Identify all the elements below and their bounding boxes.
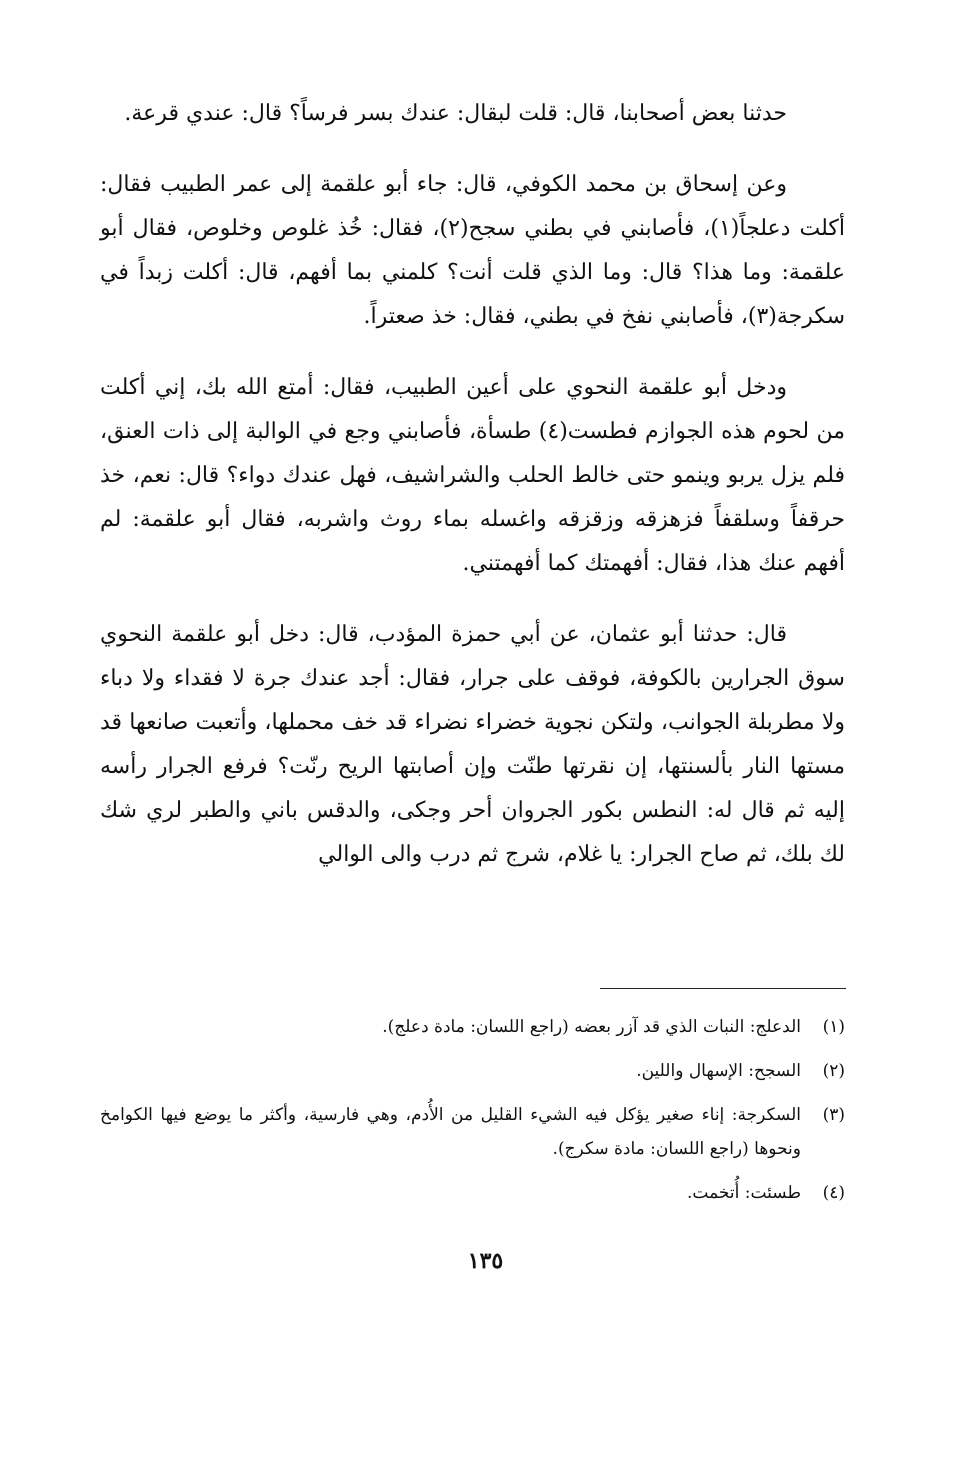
page-number: ١٣٥ — [467, 1248, 504, 1274]
footnote-text: الدعلج: النبات الذي قد آزر بعضه (راجع اللسان: مادة دعلج). — [382, 1017, 801, 1037]
footnote-number: (١) — [822, 1017, 845, 1037]
paragraph-4: قال: حدثنا أبو عثمان، عن أبي حمزة المؤدب، قال: دخل أبو علقمة النحوي سوق الجرارين بالكوفة، فوقف على جرار، فقال: أجد عندك جرة لا فقداء ولا دباء ولا مطربلة الجوانب، ولتكن نجوية خضراء نضراء قد خف محملها، وأتعبت صانعها قد مستها النار بألسنتها، إن نقرتها طنّت وإن أصابتها الريح رنّت؟ فرفع الجرار رأسه إليه ثم قال له: النطس بكور الجروان أحر وجكى، والدقس باني والطبر لري شك لك بلك، ثم صاح الجرار: يا غلام، شرج ثم درب والى الوالي — [100, 622, 845, 867]
footnote-text: السجح: الإسهال واللين. — [636, 1061, 801, 1081]
footnote-text: السكرجة: إناء صغير يؤكل فيه الشيء القليل من الأُدم، وهي فارسية، وأكثر ما يوضع فيها الكوامخ ونحوها (راجع اللسان: مادة سكرج). — [100, 1105, 801, 1159]
footnote-3 — [100, 1098, 845, 1166]
footnote-1 — [100, 1010, 845, 1044]
main-text — [100, 92, 845, 904]
footnote-2 — [100, 1054, 845, 1088]
footnote-4 — [100, 1176, 845, 1210]
footnotes — [100, 1010, 845, 1220]
footnote-divider — [600, 988, 846, 989]
footnote-number: (٣) — [822, 1105, 845, 1125]
paragraph-3: ودخل أبو علقمة النحوي على أعين الطبيب، فقال: أمتع الله بك، إني أكلت من لحوم هذه الجوازم فطست(٤) طسأة، فأصابني وجع في الوالبة إلى ذات العنق، فلم يزل يربو وينمو حتى خالط الحلب والشراشيف، فهل عندك دواء؟ قال: نعم، خذ حرقفاً وسلقفاً فزهزقه وزقزقه واغسله بماء روث واشربه، فقال أبو علقمة: لم أفهم عنك هذا، فقال: أفهمتك كما أفهمتني. — [100, 375, 845, 576]
footnote-number: (٤) — [822, 1183, 845, 1203]
paragraph-1: حدثنا بعض أصحابنا، قال: قلت لبقال: عندك بسر فرساً؟ قال: عندي قرعة. — [124, 101, 787, 126]
footnote-text: طسئت: أُتخمت. — [686, 1183, 801, 1203]
footnote-number: (٢) — [822, 1061, 845, 1081]
paragraph-2: وعن إسحاق بن محمد الكوفي، قال: جاء أبو علقمة إلى عمر الطبيب فقال: أكلت دعلجاً(١)، فأصابني في بطني سجح(٢)، فقال: خُذ غلوص وخلوص، فقال أبو علقمة: وما هذا؟ قال: وما الذي قلت أنت؟ كلمني بما أفهم، قال: أكلت زبداً في سكرجة(٣)، فأصابني نفخ في بطني، فقال: خذ صعتراً. — [100, 172, 845, 329]
